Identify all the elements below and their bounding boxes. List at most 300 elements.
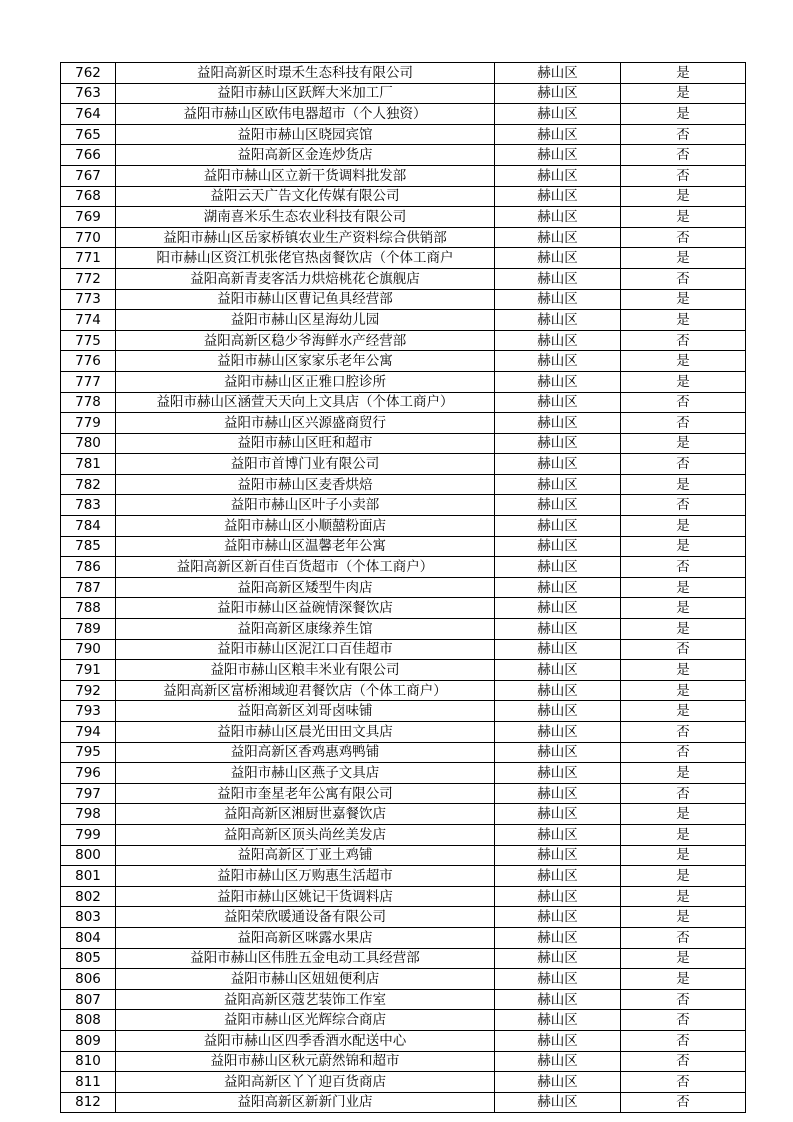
cell-index: 793 [61, 701, 116, 722]
cell-name-text: 益阳市赫山区姚记干货调料店 [217, 888, 393, 905]
cell-area: 赫山区 [495, 1072, 621, 1093]
cell-flag: 是 [621, 577, 746, 598]
cell-name [116, 268, 495, 289]
cell-index: 780 [61, 433, 116, 454]
cell-flag: 是 [621, 63, 746, 84]
cell-area: 赫山区 [495, 742, 621, 763]
table-row [61, 310, 746, 331]
cell-flag: 否 [621, 268, 746, 289]
cell-index: 762 [61, 63, 116, 84]
cell-flag: 是 [621, 104, 746, 125]
cell-index: 799 [61, 824, 116, 845]
cell-area: 赫山区 [495, 845, 621, 866]
cell-index: 789 [61, 619, 116, 640]
table-row [61, 907, 746, 928]
cell-flag: 否 [621, 413, 746, 434]
cell-flag: 否 [621, 124, 746, 145]
cell-index: 801 [61, 866, 116, 887]
cell-name [116, 969, 495, 990]
cell-area: 赫山区 [495, 289, 621, 310]
cell-flag: 是 [621, 248, 746, 269]
cell-name-text: 益阳市赫山区曹记鱼具经营部 [217, 291, 393, 308]
cell-area: 赫山区 [495, 783, 621, 804]
table-row [61, 165, 746, 186]
cell-name [116, 619, 495, 640]
table-row [61, 289, 746, 310]
cell-area: 赫山区 [495, 763, 621, 784]
cell-flag: 否 [621, 989, 746, 1010]
table-row [61, 83, 746, 104]
cell-name-text: 益阳市赫山区涵萱天天向上文具店（个体工商户） [156, 394, 454, 411]
cell-name [116, 742, 495, 763]
cell-area: 赫山区 [495, 454, 621, 475]
cell-name [116, 351, 495, 372]
cell-index: 770 [61, 227, 116, 248]
cell-name-text: 益阳云天广告文化传媒有限公司 [210, 188, 400, 205]
cell-index: 772 [61, 268, 116, 289]
cell-area: 赫山区 [495, 577, 621, 598]
cell-name [116, 248, 495, 269]
cell-name [116, 660, 495, 681]
cell-area: 赫山区 [495, 165, 621, 186]
cell-flag: 是 [621, 763, 746, 784]
cell-index: 803 [61, 907, 116, 928]
cell-area: 赫山区 [495, 927, 621, 948]
table-row [61, 268, 746, 289]
cell-index: 786 [61, 557, 116, 578]
cell-area: 赫山区 [495, 371, 621, 392]
cell-name [116, 577, 495, 598]
cell-flag: 是 [621, 598, 746, 619]
cell-flag: 是 [621, 516, 746, 537]
cell-index: 807 [61, 989, 116, 1010]
cell-area: 赫山区 [495, 248, 621, 269]
cell-area: 赫山区 [495, 310, 621, 331]
table-row [61, 330, 746, 351]
cell-area: 赫山区 [495, 413, 621, 434]
cell-area: 赫山区 [495, 83, 621, 104]
table-row [61, 495, 746, 516]
cell-flag: 是 [621, 83, 746, 104]
cell-name [116, 392, 495, 413]
table-row [61, 845, 746, 866]
cell-area: 赫山区 [495, 557, 621, 578]
cell-name-text: 益阳市赫山区小顺囍粉面店 [224, 517, 386, 534]
cell-name-text: 益阳高新区丫丫迎百货商店 [224, 1073, 386, 1090]
cell-name [116, 557, 495, 578]
cell-index: 766 [61, 145, 116, 166]
cell-index: 767 [61, 165, 116, 186]
table-row [61, 557, 746, 578]
cell-name-text: 益阳高新区顶头尚丝美发店 [224, 826, 386, 843]
cell-index: 778 [61, 392, 116, 413]
cell-name-text: 益阳高新区矮型牛肉店 [237, 579, 373, 596]
cell-flag: 是 [621, 186, 746, 207]
cell-index: 808 [61, 1010, 116, 1031]
cell-name [116, 165, 495, 186]
cell-name [116, 948, 495, 969]
cell-name-text: 益阳高新区咪露水果店 [237, 929, 373, 946]
cell-area: 赫山区 [495, 330, 621, 351]
cell-flag: 是 [621, 907, 746, 928]
cell-index: 787 [61, 577, 116, 598]
cell-index: 791 [61, 660, 116, 681]
cell-name-text: 益阳高新区刘哥卤味铺 [237, 703, 373, 720]
cell-name [116, 83, 495, 104]
cell-area: 赫山区 [495, 989, 621, 1010]
cell-name-text: 益阳市赫山区麦香烘焙 [237, 476, 373, 493]
table-row [61, 866, 746, 887]
table-row [61, 619, 746, 640]
cell-flag: 是 [621, 824, 746, 845]
table-row [61, 207, 746, 228]
cell-name [116, 639, 495, 660]
cell-name-text: 益阳市赫山区晓园宾馆 [237, 126, 373, 143]
cell-flag: 是 [621, 351, 746, 372]
cell-index: 798 [61, 804, 116, 825]
cell-name [116, 866, 495, 887]
cell-flag: 否 [621, 639, 746, 660]
cell-name-text: 益阳市赫山区光辉综合商店 [224, 1012, 386, 1029]
cell-name-text: 益阳市赫山区燕子文具店 [230, 764, 380, 781]
cell-flag: 否 [621, 557, 746, 578]
table-row [61, 680, 746, 701]
cell-index: 800 [61, 845, 116, 866]
table-row [61, 1030, 746, 1051]
table-row [61, 454, 746, 475]
cell-name [116, 104, 495, 125]
cell-area: 赫山区 [495, 495, 621, 516]
cell-index: 806 [61, 969, 116, 990]
cell-index: 769 [61, 207, 116, 228]
cell-area: 赫山区 [495, 660, 621, 681]
cell-index: 763 [61, 83, 116, 104]
cell-index: 794 [61, 722, 116, 743]
cell-index: 796 [61, 763, 116, 784]
cell-name-text: 益阳高新区金连炒货店 [237, 147, 373, 164]
cell-flag: 否 [621, 783, 746, 804]
cell-area: 赫山区 [495, 969, 621, 990]
cell-name-text: 益阳高新区康缘养生馆 [237, 620, 373, 637]
table-row [61, 577, 746, 598]
cell-index: 783 [61, 495, 116, 516]
cell-area: 赫山区 [495, 268, 621, 289]
cell-index: 792 [61, 680, 116, 701]
cell-name-text: 益阳市赫山区叶子小卖部 [230, 497, 380, 514]
cell-area: 赫山区 [495, 351, 621, 372]
cell-area: 赫山区 [495, 145, 621, 166]
cell-name [116, 1051, 495, 1072]
cell-name [116, 783, 495, 804]
table-row [61, 351, 746, 372]
cell-flag: 否 [621, 927, 746, 948]
cell-flag: 是 [621, 680, 746, 701]
cell-index: 802 [61, 886, 116, 907]
cell-area: 赫山区 [495, 536, 621, 557]
cell-index: 812 [61, 1092, 116, 1113]
cell-area: 赫山区 [495, 701, 621, 722]
cell-name-text: 益阳市赫山区益碗情深餐饮店 [217, 600, 393, 617]
cell-name [116, 433, 495, 454]
cell-name-text: 益阳市赫山区温馨老年公寓 [224, 538, 386, 555]
cell-index: 777 [61, 371, 116, 392]
cell-name [116, 598, 495, 619]
cell-name-text: 益阳市赫山区家家乐老年公寓 [217, 353, 393, 370]
cell-flag: 是 [621, 619, 746, 640]
table-row [61, 927, 746, 948]
cell-name [116, 907, 495, 928]
cell-area: 赫山区 [495, 227, 621, 248]
cell-flag: 否 [621, 330, 746, 351]
cell-flag: 是 [621, 433, 746, 454]
cell-name-text: 益阳市赫山区伟胜五金电动工具经营部 [190, 950, 420, 967]
cell-name [116, 124, 495, 145]
cell-name-text: 阳市赫山区资江机张佬官热卤餐饮店（个体工商户 [156, 250, 454, 267]
cell-area: 赫山区 [495, 474, 621, 495]
cell-index: 782 [61, 474, 116, 495]
cell-area: 赫山区 [495, 866, 621, 887]
cell-name-text: 益阳高新区蔻艺装饰工作室 [224, 991, 386, 1008]
table-row [61, 989, 746, 1010]
cell-name [116, 413, 495, 434]
cell-index: 811 [61, 1072, 116, 1093]
table-row [61, 516, 746, 537]
cell-name-text: 益阳市赫山区四季香酒水配送中心 [203, 1032, 407, 1049]
cell-name-text: 益阳市首博门业有限公司 [230, 456, 380, 473]
cell-name [116, 824, 495, 845]
cell-index: 774 [61, 310, 116, 331]
table-row [61, 474, 746, 495]
cell-name [116, 330, 495, 351]
table-row [61, 824, 746, 845]
cell-name-text: 益阳高新区时璟禾生态科技有限公司 [197, 64, 413, 81]
cell-name [116, 454, 495, 475]
cell-area: 赫山区 [495, 1030, 621, 1051]
cell-index: 784 [61, 516, 116, 537]
cell-name [116, 1010, 495, 1031]
cell-name-text: 益阳高新区稳少爷海鲜水产经营部 [203, 332, 407, 349]
table-row [61, 371, 746, 392]
cell-area: 赫山区 [495, 824, 621, 845]
table-row [61, 1051, 746, 1072]
cell-flag: 是 [621, 207, 746, 228]
cell-name-text: 益阳市赫山区欧伟电器超市（个人独资） [183, 105, 427, 122]
cell-flag: 是 [621, 866, 746, 887]
cell-flag: 否 [621, 1072, 746, 1093]
cell-area: 赫山区 [495, 639, 621, 660]
cell-name [116, 371, 495, 392]
cell-flag: 否 [621, 454, 746, 475]
table-row [61, 433, 746, 454]
cell-flag: 是 [621, 948, 746, 969]
table-row [61, 598, 746, 619]
cell-name [116, 1030, 495, 1051]
cell-name [116, 804, 495, 825]
cell-name-text: 益阳高新青麦客活力烘焙桃花仑旗舰店 [190, 270, 420, 287]
cell-area: 赫山区 [495, 186, 621, 207]
cell-flag: 是 [621, 886, 746, 907]
cell-flag: 否 [621, 495, 746, 516]
table-row [61, 186, 746, 207]
table-row [61, 639, 746, 660]
cell-index: 775 [61, 330, 116, 351]
cell-flag: 否 [621, 742, 746, 763]
cell-name-text: 益阳市赫山区妞妞便利店 [230, 970, 380, 987]
cell-name [116, 1092, 495, 1113]
cell-index: 773 [61, 289, 116, 310]
cell-name [116, 227, 495, 248]
table-row [61, 392, 746, 413]
table-row [61, 804, 746, 825]
cell-area: 赫山区 [495, 619, 621, 640]
cell-name-text: 益阳市赫山区万购惠生活超市 [217, 867, 393, 884]
cell-flag: 是 [621, 289, 746, 310]
cell-area: 赫山区 [495, 1010, 621, 1031]
table-row [61, 742, 746, 763]
cell-index: 776 [61, 351, 116, 372]
cell-area: 赫山区 [495, 104, 621, 125]
table-row [61, 722, 746, 743]
cell-flag: 是 [621, 969, 746, 990]
cell-name [116, 207, 495, 228]
cell-flag: 否 [621, 1030, 746, 1051]
cell-name-text: 益阳高新区丁亚土鸡铺 [237, 847, 373, 864]
cell-area: 赫山区 [495, 680, 621, 701]
cell-name [116, 763, 495, 784]
table-body [61, 63, 746, 1113]
cell-index: 779 [61, 413, 116, 434]
cell-name [116, 310, 495, 331]
table-row [61, 104, 746, 125]
cell-name-text: 益阳高新区香鸡惠鸡鸭铺 [230, 744, 380, 761]
cell-index: 768 [61, 186, 116, 207]
cell-index: 781 [61, 454, 116, 475]
table-row [61, 948, 746, 969]
cell-name [116, 474, 495, 495]
cell-flag: 是 [621, 310, 746, 331]
cell-index: 810 [61, 1051, 116, 1072]
cell-area: 赫山区 [495, 392, 621, 413]
table-row [61, 660, 746, 681]
table-row [61, 145, 746, 166]
cell-index: 809 [61, 1030, 116, 1051]
cell-name-text: 益阳市赫山区跃辉大米加工厂 [217, 85, 393, 102]
table-row [61, 1010, 746, 1031]
cell-flag: 是 [621, 804, 746, 825]
cell-name-text: 益阳市赫山区星海幼儿园 [230, 311, 380, 328]
cell-name-text: 益阳高新区新百佳百货超市（个体工商户） [176, 559, 434, 576]
cell-flag: 是 [621, 845, 746, 866]
cell-name-text: 益阳市赫山区晨光田田文具店 [217, 723, 393, 740]
cell-flag: 否 [621, 1092, 746, 1113]
table-row [61, 1092, 746, 1113]
cell-name-text: 益阳市赫山区兴源盛商贸行 [224, 414, 386, 431]
cell-index: 795 [61, 742, 116, 763]
cell-area: 赫山区 [495, 722, 621, 743]
cell-area: 赫山区 [495, 1051, 621, 1072]
cell-flag: 是 [621, 536, 746, 557]
cell-area: 赫山区 [495, 907, 621, 928]
table-row [61, 536, 746, 557]
cell-name-text: 益阳市奎星老年公寓有限公司 [217, 785, 393, 802]
cell-index: 771 [61, 248, 116, 269]
cell-index: 790 [61, 639, 116, 660]
cell-area: 赫山区 [495, 948, 621, 969]
cell-index: 788 [61, 598, 116, 619]
table-row [61, 248, 746, 269]
table-row [61, 63, 746, 84]
cell-flag: 否 [621, 1051, 746, 1072]
cell-name-text: 益阳市赫山区岳家桥镇农业生产资料综合供销部 [163, 229, 447, 246]
cell-name-text: 益阳高新区新新门业店 [237, 1094, 373, 1111]
cell-name [116, 536, 495, 557]
cell-name-text: 益阳市赫山区泥江口百佳超市 [217, 641, 393, 658]
table-row [61, 886, 746, 907]
table-row [61, 783, 746, 804]
cell-name [116, 886, 495, 907]
cell-name-text: 益阳市赫山区秋元蔚然锦和超市 [210, 1053, 400, 1070]
cell-name-text: 益阳市赫山区立新干货调料批发部 [203, 167, 407, 184]
cell-index: 764 [61, 104, 116, 125]
cell-flag: 是 [621, 701, 746, 722]
cell-index: 765 [61, 124, 116, 145]
cell-name [116, 516, 495, 537]
cell-name [116, 680, 495, 701]
cell-area: 赫山区 [495, 886, 621, 907]
cell-index: 805 [61, 948, 116, 969]
cell-name [116, 722, 495, 743]
cell-flag: 否 [621, 145, 746, 166]
table-row [61, 124, 746, 145]
cell-name-text: 益阳市赫山区旺和超市 [237, 435, 373, 452]
table-row [61, 227, 746, 248]
table-row [61, 1072, 746, 1093]
cell-name [116, 289, 495, 310]
cell-flag: 否 [621, 227, 746, 248]
cell-area: 赫山区 [495, 63, 621, 84]
cell-name [116, 1072, 495, 1093]
cell-index: 804 [61, 927, 116, 948]
cell-name [116, 845, 495, 866]
cell-area: 赫山区 [495, 124, 621, 145]
cell-name-text: 湖南喜米乐生态农业科技有限公司 [203, 208, 407, 225]
cell-flag: 是 [621, 474, 746, 495]
cell-name [116, 989, 495, 1010]
cell-flag: 是 [621, 371, 746, 392]
cell-area: 赫山区 [495, 516, 621, 537]
cell-index: 785 [61, 536, 116, 557]
cell-area: 赫山区 [495, 207, 621, 228]
cell-flag: 是 [621, 660, 746, 681]
cell-area: 赫山区 [495, 1092, 621, 1113]
cell-flag: 否 [621, 1010, 746, 1031]
cell-name [116, 927, 495, 948]
table-row [61, 969, 746, 990]
cell-name-text: 益阳荣欣暖通设备有限公司 [224, 909, 386, 926]
cell-name [116, 186, 495, 207]
cell-name-text: 益阳高新区湘厨世嘉餐饮店 [224, 806, 386, 823]
cell-flag: 否 [621, 165, 746, 186]
cell-name-text: 益阳高新区富桥湘域迎君餐饮店（个体工商户） [163, 682, 447, 699]
cell-index: 797 [61, 783, 116, 804]
table-row [61, 413, 746, 434]
cell-flag: 否 [621, 392, 746, 413]
cell-area: 赫山区 [495, 804, 621, 825]
cell-name [116, 63, 495, 84]
cell-name [116, 145, 495, 166]
cell-name [116, 495, 495, 516]
cell-name-text: 益阳市赫山区粮丰米业有限公司 [210, 662, 400, 679]
